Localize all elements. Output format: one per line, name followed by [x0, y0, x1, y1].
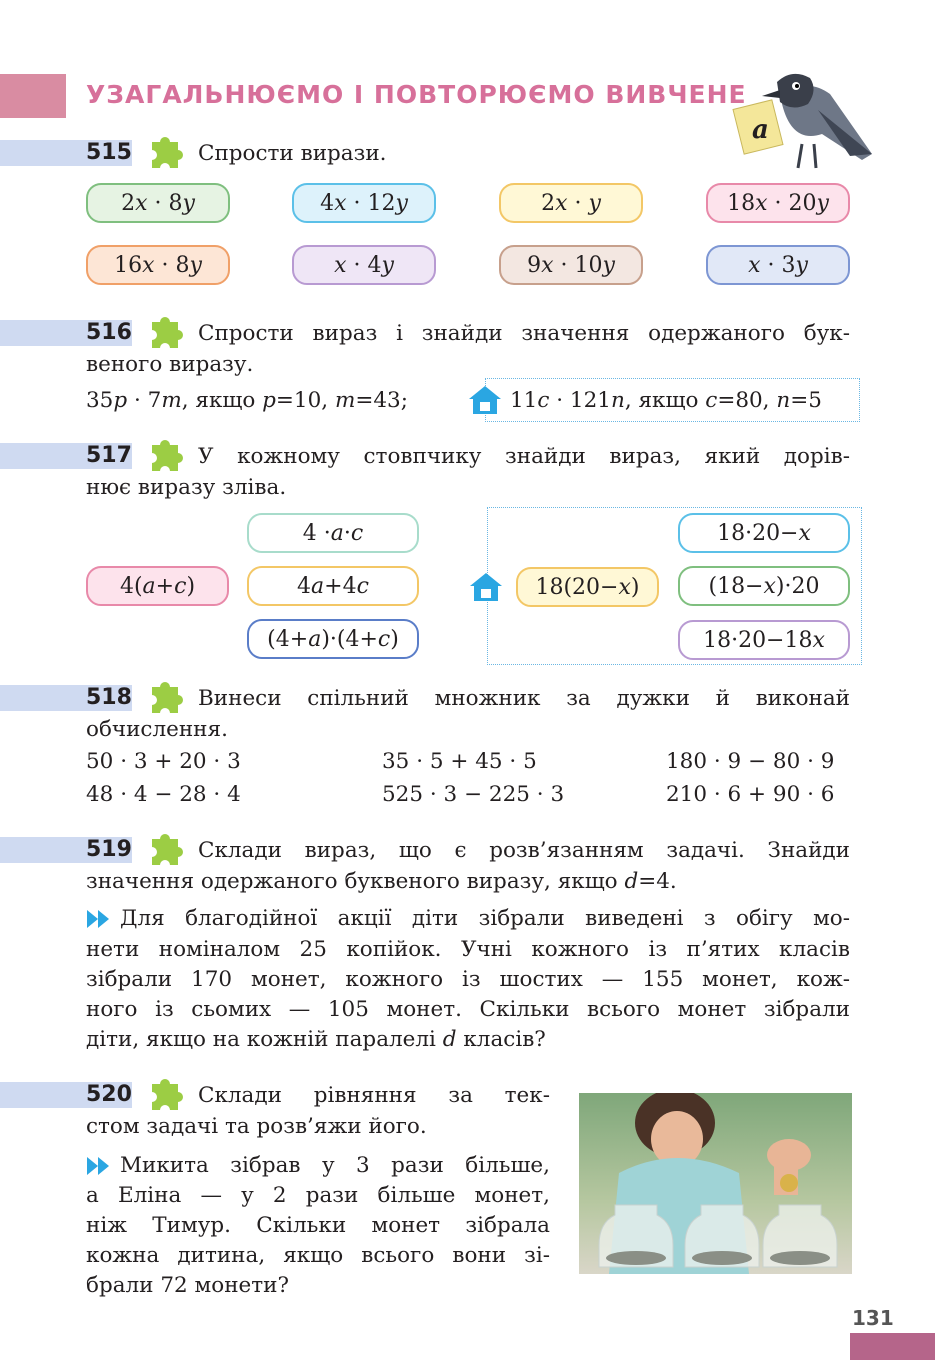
expression-card: 18(20− x )	[516, 567, 659, 607]
coins-jars-photo	[579, 1093, 852, 1274]
expression-option: 18·20− x	[678, 513, 850, 553]
expression-card: 18 x · 20 y	[706, 183, 850, 223]
expression-card: 16 x · 8 y	[86, 245, 230, 285]
expression-option: 4 a +4 c	[247, 566, 419, 606]
expression-card: 4 x · 12 y	[292, 183, 436, 223]
exercise-519-task-line: ного із сьомих — 105 монет. Скільки всього монет зібрали	[86, 997, 850, 1022]
section-title: УЗАГАЛЬНЮЄМО І ПОВТОРЮЄМО ВИВЧЕНЕ	[86, 80, 747, 109]
exercise-number-515: 515	[86, 140, 132, 165]
exercise-516-line1: Спрости вираз і знайди значення одержаного бук-	[198, 321, 850, 346]
exercise-515-text: Спрости вирази.	[198, 141, 387, 166]
crow-card-letter: a	[752, 115, 769, 145]
footer-accent-bar	[850, 1333, 935, 1360]
exercise-519-task-line: зібрали 170 монет, кожного із шостих — 155 монет, кож-	[86, 967, 850, 992]
exercise-518-line2: обчислення.	[86, 717, 228, 742]
crow-illustration	[722, 64, 882, 182]
exercise-520-task-line: кожна дитина, якщо всього вони зі-	[86, 1243, 550, 1268]
exercise-517-line2: нює виразу зліва.	[86, 475, 287, 500]
puzzle-icon	[146, 313, 186, 351]
expression-option: 4 · a · c	[247, 513, 419, 553]
exercise-519-task-line: Для благодійної акції діти зібрали виведені з обігу мо-	[120, 906, 850, 931]
exercise-517-line1: У кожному стовпчику знайди вираз, який дорів-	[198, 444, 850, 469]
calc-item: 35 · 5 + 45 · 5	[382, 749, 537, 774]
exercise-520-task-line: ніж Тимур. Скільки монет зібрала	[86, 1213, 550, 1238]
exercise-number-518: 518	[86, 685, 132, 710]
exercise-520-line1: Склади рівняння за тек-	[198, 1083, 550, 1108]
expression-card: 2 x · y	[499, 183, 643, 223]
exercise-number-520: 520	[86, 1082, 132, 1107]
house-icon	[469, 571, 503, 603]
double-arrow-icon	[86, 1156, 112, 1176]
exercise-518-line1: Винеси спільний множник за дужки й виконай	[198, 686, 850, 711]
exercise-number-519: 519	[86, 837, 132, 862]
puzzle-icon	[146, 830, 186, 868]
header-accent-bar	[0, 74, 66, 118]
expression-card: x · 3 y	[706, 245, 850, 285]
exercise-516-expression-2: 11c · 121n, якщо c=80, n=5	[510, 388, 822, 413]
exercise-519-line1: Склади вираз, що є розв’язанням задачі. Знайди	[198, 838, 850, 863]
calc-item: 525 · 3 − 225 · 3	[382, 782, 565, 807]
calc-item: 48 · 4 − 28 · 4	[86, 782, 241, 807]
expression-card: 2 x · 8 y	[86, 183, 230, 223]
calc-item: 180 · 9 − 80 · 9	[666, 749, 835, 774]
exercise-519-task-line: нети номіналом 25 копійок. Учні кожного із п’ятих класів	[86, 937, 850, 962]
exercise-516-line2: веного виразу.	[86, 352, 254, 377]
puzzle-icon	[146, 1075, 186, 1113]
puzzle-icon	[146, 133, 186, 171]
house-icon	[468, 384, 502, 416]
exercise-516-expression-1: 35p · 7m, якщо p=10, m=43;	[86, 388, 408, 413]
exercise-519-line2: значення одержаного буквеного виразу, якщо d=4.	[86, 869, 677, 894]
exercise-519-task-line: діти, якщо на кожній паралелі d класів?	[86, 1027, 546, 1052]
exercise-520-task-line: Микита зібрав у 3 рази більше,	[120, 1153, 550, 1178]
puzzle-icon	[146, 678, 186, 716]
exercise-520-task-line: брали 72 монети?	[86, 1273, 290, 1298]
expression-option: (18− x )·20	[678, 566, 850, 606]
expression-card: x · 4 y	[292, 245, 436, 285]
double-arrow-icon	[86, 909, 112, 929]
expression-card: 4( a + c )	[86, 566, 229, 606]
expression-card: 9 x · 10 y	[499, 245, 643, 285]
exercise-number-516: 516	[86, 320, 132, 345]
calc-item: 210 · 6 + 90 · 6	[666, 782, 835, 807]
exercise-520-task-line: а Еліна — у 2 рази більше монет,	[86, 1183, 550, 1208]
exercise-520-line2: стом задачі та розв’яжи його.	[86, 1114, 427, 1139]
expression-option: (4+ a )·(4+ c )	[247, 619, 419, 659]
page-number: 131	[852, 1306, 894, 1330]
expression-option: 18·20−18 x	[678, 620, 850, 660]
calc-item: 50 · 3 + 20 · 3	[86, 749, 241, 774]
exercise-number-517: 517	[86, 443, 132, 468]
puzzle-icon	[146, 436, 186, 474]
